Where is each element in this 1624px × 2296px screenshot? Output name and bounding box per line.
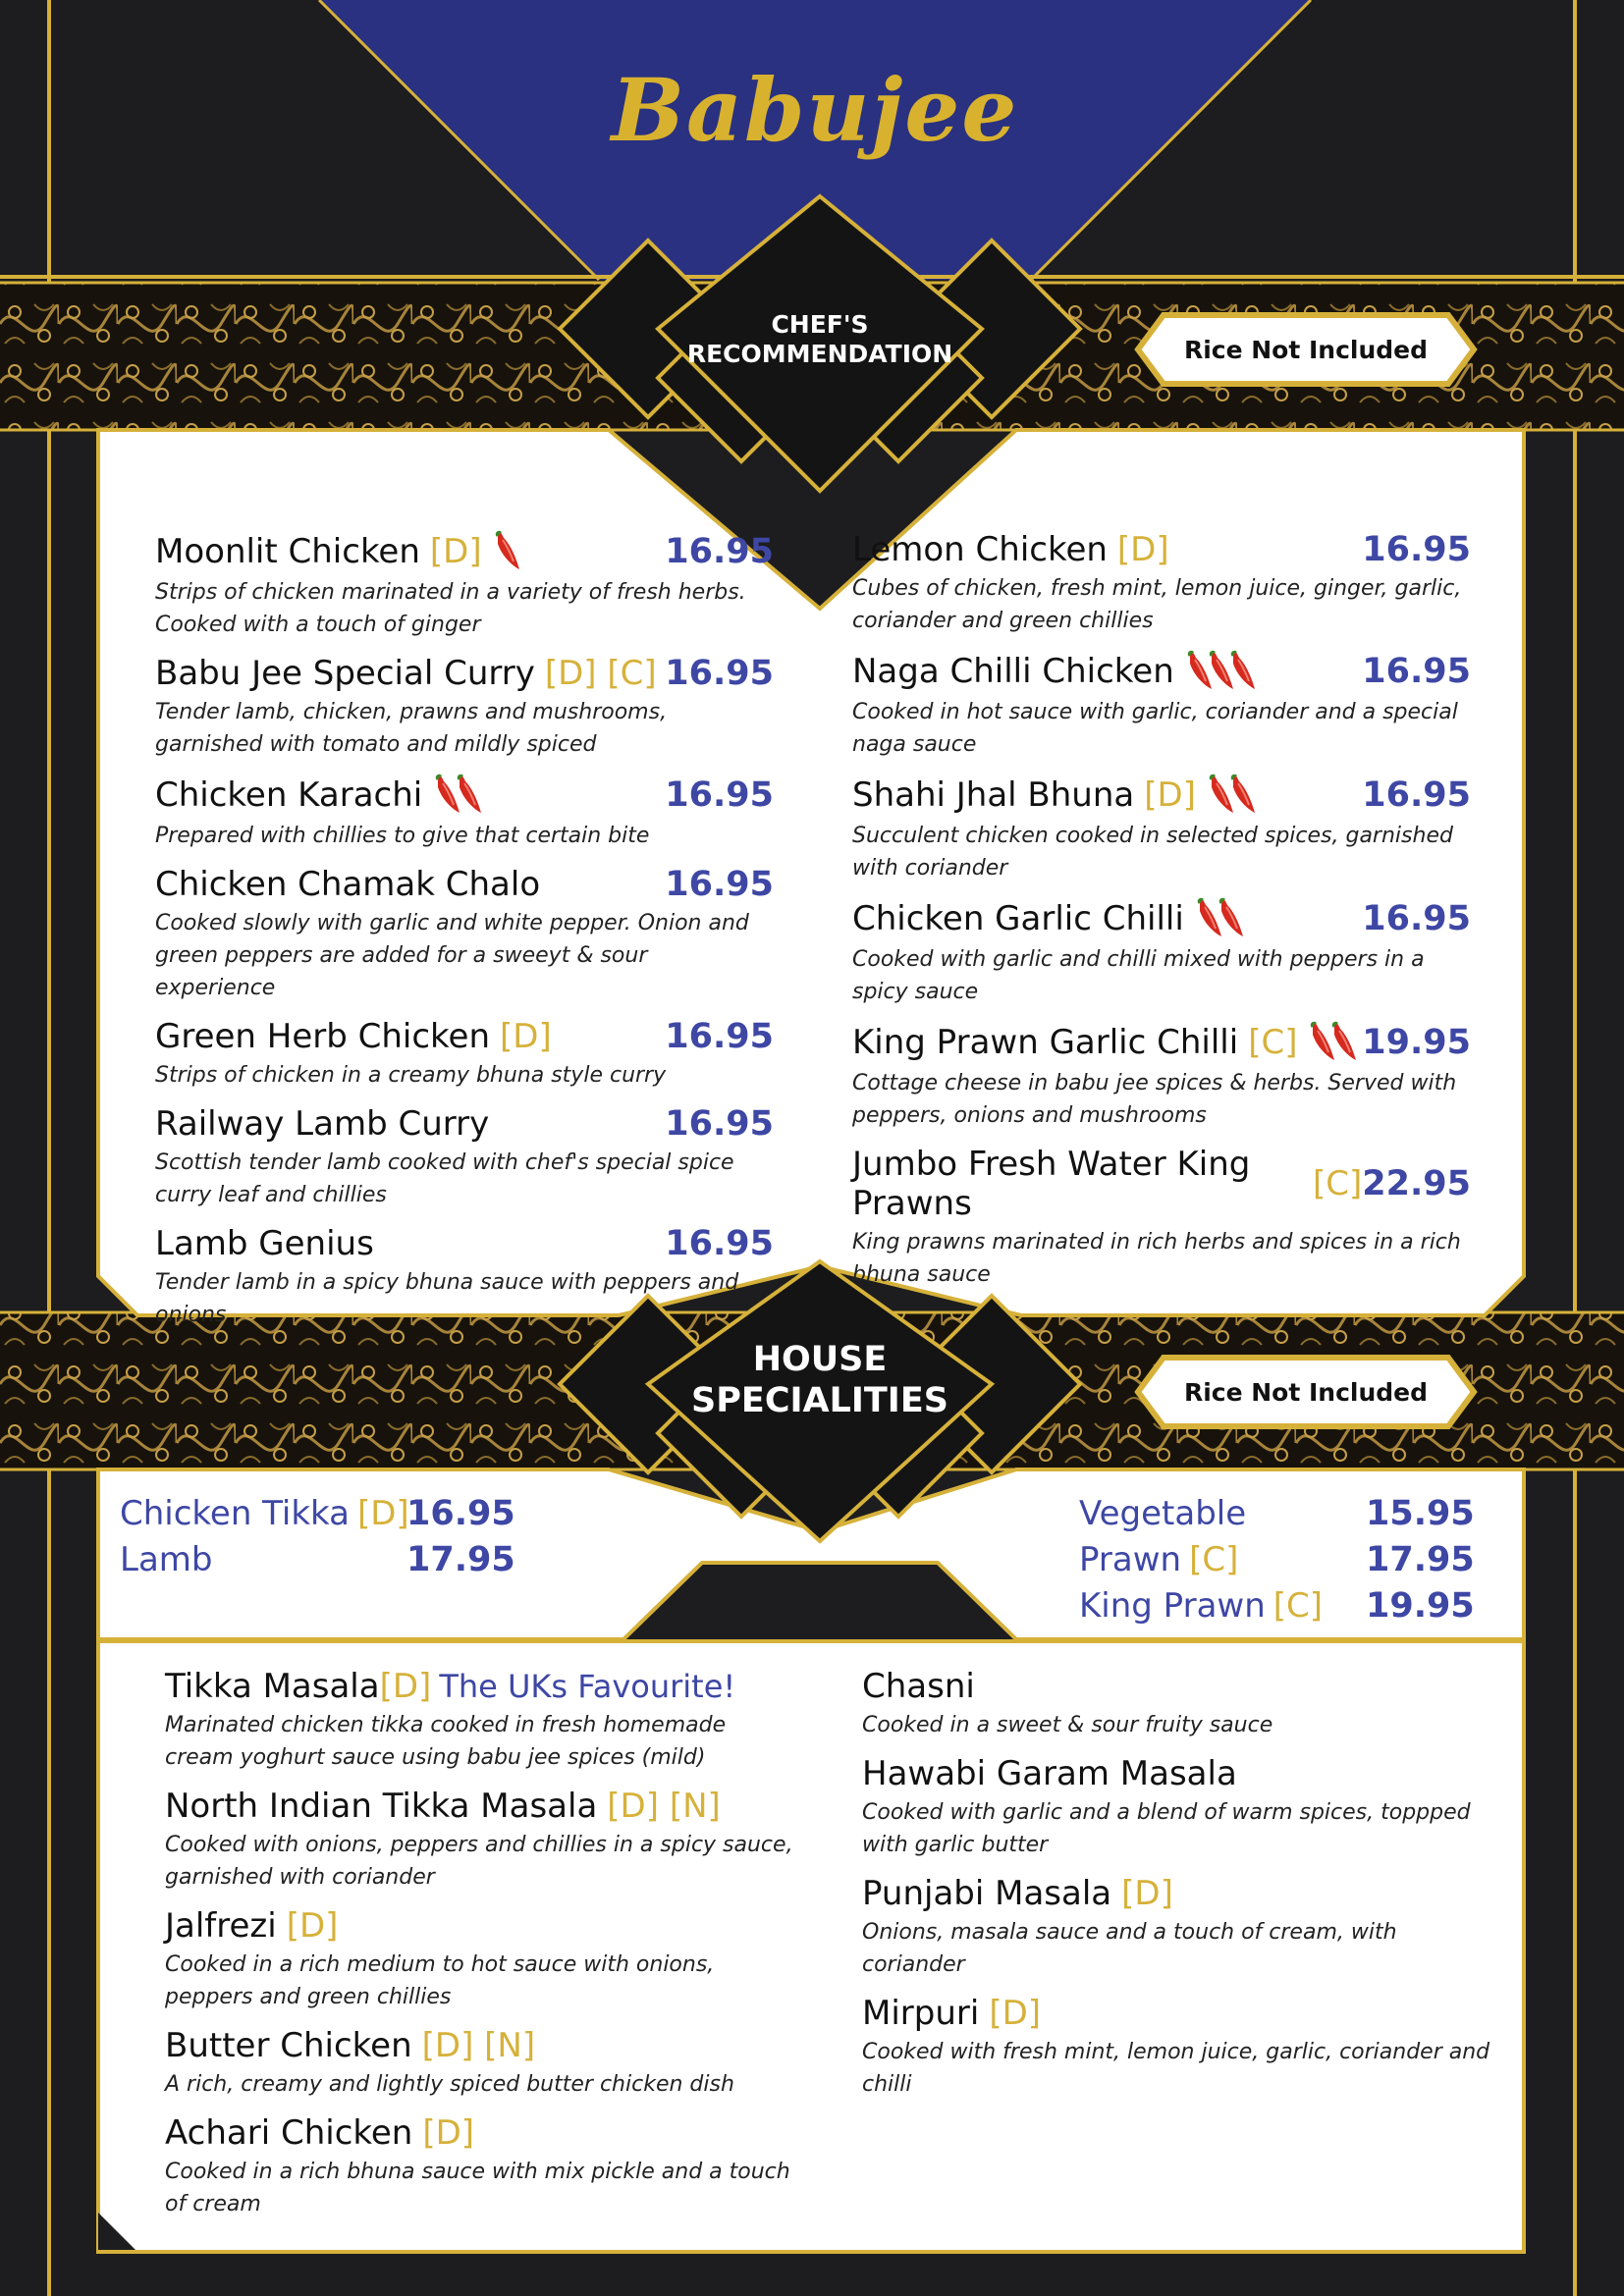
base-price-value: 16.95 <box>406 1493 515 1533</box>
base-price-row <box>120 1490 532 1536</box>
menu-item-description: Cooked in a rich bhuna sauce with mix pickle and a touch of cream <box>165 2160 790 2216</box>
menu-item-description: Onions, masala sauce and a touch of cream, with coriander <box>862 1920 1397 1977</box>
menu-item-name-wrap <box>155 1224 374 1263</box>
dietary-tags: [D] <box>356 1493 409 1533</box>
menu-item-name-wrap <box>155 530 517 573</box>
chef-left-column <box>155 530 774 1344</box>
menu-item-name: Naga Chilli Chicken <box>852 652 1174 691</box>
base-price-value: 17.95 <box>406 1539 515 1579</box>
base-price-label: King Prawn <box>1079 1585 1266 1626</box>
base-price-value: 17.95 <box>1366 1539 1475 1579</box>
menu-item-name: Babu Jee Special Curry <box>155 654 535 693</box>
dietary-tags: [D] <box>1116 530 1169 569</box>
menu-item <box>155 654 774 761</box>
menu-item-name: Punjabi Masala <box>862 1874 1112 1913</box>
menu-item-header <box>852 1021 1471 1064</box>
menu-item-name-wrap <box>155 774 479 817</box>
menu-item-name: Tikka Masala <box>165 1667 380 1706</box>
menu-item <box>155 530 774 641</box>
menu-item-price: 16.95 <box>665 865 774 904</box>
menu-item-header <box>852 650 1471 693</box>
menu-item-name: Achari Chicken <box>165 2113 413 2153</box>
menu-item-description: Cooked with garlic and a blend of warm spices, toppped with garlic butter <box>862 1800 1471 1857</box>
menu-item-header <box>155 1104 774 1144</box>
menu-item-name-wrap <box>862 1994 1041 2033</box>
menu-item-name: Moonlit Chicken <box>155 532 420 571</box>
section-title-chef: CHEF'S RECOMMENDATION <box>686 310 953 368</box>
dietary-tags: [D] <box>989 1994 1042 2033</box>
spice-level <box>1311 1021 1354 1064</box>
menu-item-description: Cooked with onions, peppers and chillies in a spicy sauce, garnished with coriander <box>165 1833 793 1890</box>
spice-level <box>436 774 479 817</box>
menu-item-name: Jalfrezi <box>165 1906 277 1946</box>
menu-item-description: Cottage cheese in babu jee spices & herbs. Served with peppers, onions and mushrooms <box>852 1071 1457 1128</box>
menu-item-name: Hawabi Garam Masala <box>862 1754 1237 1793</box>
menu-item-price: 16.95 <box>665 1224 774 1263</box>
menu-item-name-wrap <box>155 1017 552 1056</box>
menu-item-description: Cooked in a sweet & sour fruity sauce <box>862 1713 1273 1737</box>
menu-item <box>165 1667 793 1774</box>
base-price-row <box>120 1536 532 1582</box>
menu-item-name: Railway Lamb Curry <box>155 1104 490 1144</box>
menu-item-name-wrap <box>165 1906 338 1946</box>
chef-right-column <box>852 530 1471 1304</box>
base-price-row <box>1079 1490 1491 1536</box>
menu-item-header <box>155 530 774 573</box>
menu-item-header <box>155 1017 774 1056</box>
rice-not-included-badge: Rice Not Included <box>1134 1354 1478 1430</box>
spice-level <box>1198 897 1241 940</box>
menu-item-name-wrap <box>155 1104 489 1144</box>
menu-item <box>165 2113 793 2220</box>
menu-item <box>862 1667 1490 1741</box>
rice-not-included-badge: Rice Not Included <box>1134 311 1478 388</box>
menu-item-description: Cooked in a rich medium to hot sauce with onions, peppers and green chillies <box>165 1952 715 2009</box>
menu-item-price: 16.95 <box>665 775 774 815</box>
menu-item-name: Mirpuri <box>862 1994 980 2033</box>
menu-item-header <box>852 1145 1471 1223</box>
dietary-tags: [D] <box>422 2113 475 2153</box>
dietary-tags: [D] <box>429 532 482 571</box>
menu-item-description: Scottish tender lamb cooked with chef's special spice curry leaf and chillies <box>155 1150 734 1207</box>
menu-item-name: King Prawn Garlic Chilli <box>852 1023 1239 1062</box>
menu-item-header <box>165 1906 793 1946</box>
menu-item <box>155 1017 774 1092</box>
menu-item-tagline: The UKs Favourite! <box>439 1668 736 1705</box>
menu-item-description: Cooked with fresh mint, lemon juice, garlic, coriander and chilli <box>862 2040 1490 2097</box>
menu-item-description: Strips of chicken in a creamy bhuna style curry <box>155 1063 667 1088</box>
menu-item <box>852 650 1471 761</box>
brand-logo: Babujee <box>611 59 1019 161</box>
menu-item <box>165 1906 793 2013</box>
menu-item-name-wrap <box>852 774 1253 817</box>
menu-item <box>155 774 774 852</box>
menu-item-description: Tender lamb in a spicy bhuna sauce with peppers and onions <box>155 1270 739 1327</box>
menu-item-name: Shahi Jhal Bhuna <box>852 775 1135 815</box>
menu-item-description: Cooked with garlic and chilli mixed with peppers in a spicy sauce <box>852 947 1425 1004</box>
menu-item <box>852 1145 1471 1291</box>
menu-item <box>165 2026 793 2101</box>
dietary-tags: [D] [C] <box>544 654 657 693</box>
menu-item-name-wrap <box>165 2026 535 2065</box>
base-price-value: 19.95 <box>1366 1585 1475 1626</box>
menu-item <box>165 1787 793 1894</box>
section-title-house: HOUSE SPECIALITIES <box>691 1340 948 1420</box>
menu-item <box>862 1874 1490 1981</box>
menu-item-header <box>165 2113 793 2153</box>
chilli-icon <box>1231 650 1253 693</box>
menu-item-name-wrap <box>165 2113 474 2153</box>
menu-item-name: Lemon Chicken <box>852 530 1108 569</box>
menu-item-name: Green Herb Chicken <box>155 1017 490 1056</box>
dietary-tags: [D] [N] <box>607 1787 721 1826</box>
menu-item-header <box>862 1754 1490 1793</box>
menu-item <box>155 1224 774 1331</box>
menu-item-header <box>852 530 1471 569</box>
house-left-column <box>165 1667 793 2233</box>
base-price-value: 15.95 <box>1366 1493 1475 1533</box>
chilli-icon <box>458 774 479 817</box>
menu-item-name-wrap <box>165 1787 721 1826</box>
chilli-icon <box>1231 774 1253 817</box>
menu-item-name: Jumbo Fresh Water King Prawns <box>852 1145 1251 1223</box>
chilli-icon <box>1219 897 1241 940</box>
menu-item <box>862 1754 1490 1861</box>
menu-item-name: Chasni <box>862 1667 975 1706</box>
menu-item-price: 16.95 <box>665 1017 774 1056</box>
menu-item-header <box>862 1667 1490 1706</box>
menu-item-header <box>155 865 774 904</box>
base-price-label: Chicken Tikka <box>120 1493 350 1533</box>
base-price-label: Lamb <box>120 1539 213 1579</box>
menu-item-name-wrap <box>852 1021 1354 1064</box>
menu-item-header <box>862 1874 1490 1913</box>
spice-level <box>1210 774 1253 817</box>
dietary-tags: [D] [N] <box>421 2026 536 2065</box>
menu-item-name-wrap <box>852 530 1169 569</box>
menu-item-name-wrap <box>155 865 540 904</box>
menu-item-price: 16.95 <box>665 1104 774 1144</box>
dietary-tags: [D] <box>286 1906 339 1946</box>
menu-item-name: Lamb Genius <box>155 1224 374 1263</box>
dietary-tags: [C] <box>1272 1585 1324 1626</box>
menu-item-name-wrap <box>852 650 1253 693</box>
menu-item-name: Chicken Garlic Chilli <box>852 899 1184 938</box>
menu-item-header <box>165 2026 793 2065</box>
menu-item-name-wrap <box>155 654 657 693</box>
menu-item-price: 22.95 <box>1362 1164 1471 1203</box>
house-base-prices-right <box>1079 1490 1491 1629</box>
menu-item <box>862 1994 1490 2101</box>
dietary-tags: [C] <box>1313 1164 1363 1203</box>
menu-item-name-wrap <box>852 1145 1362 1223</box>
menu-item-description: Strips of chicken marinated in a variety of fresh herbs. Cooked with a touch of ginger <box>155 580 746 637</box>
menu-item-price: 19.95 <box>1362 1023 1471 1062</box>
base-price-label: Prawn <box>1079 1539 1182 1579</box>
house-right-column <box>862 1667 1490 2113</box>
menu-item-header <box>155 1224 774 1263</box>
house-base-prices-left <box>120 1490 532 1582</box>
menu-item <box>852 1021 1471 1132</box>
menu-item-description: Cubes of chicken, fresh mint, lemon juice, ginger, garlic, coriander and green chillies <box>852 576 1462 633</box>
base-price-row <box>1079 1536 1491 1582</box>
menu-item-name-wrap <box>852 897 1241 940</box>
menu-item-header <box>165 1667 793 1706</box>
dietary-tags: [D] <box>1121 1874 1173 1913</box>
menu-item-description: Succulent chicken cooked in selected spices, garnished with coriander <box>852 824 1453 881</box>
chilli-icon <box>496 530 517 573</box>
menu-item-name: Chicken Karachi <box>155 775 423 815</box>
menu-item-price: 16.95 <box>1362 899 1471 938</box>
menu-item-description: Prepared with chillies to give that certain bite <box>155 824 650 848</box>
menu-item-name-wrap <box>165 1667 735 1706</box>
menu-item-price: 16.95 <box>665 654 774 693</box>
menu-item-name-wrap <box>862 1874 1173 1913</box>
base-price-label: Vegetable <box>1079 1493 1247 1533</box>
menu-item-name-wrap <box>862 1667 975 1706</box>
menu-item-description: Marinated chicken tikka cooked in fresh homemade cream yoghurt sauce using babu jee spices (mild) <box>165 1713 727 1770</box>
menu-item <box>155 865 774 1004</box>
menu-item-description: A rich, creamy and lightly spiced butter chicken dish <box>165 2072 734 2097</box>
menu-item-name: Chicken Chamak Chalo <box>155 865 541 904</box>
menu-item-header <box>155 654 774 693</box>
menu-item <box>852 774 1471 884</box>
menu-item-price: 16.95 <box>1362 652 1471 691</box>
dietary-tags: [D] <box>379 1667 432 1706</box>
menu-item-price: 16.95 <box>665 532 774 571</box>
dietary-tags: [C] <box>1248 1023 1298 1062</box>
menu-item-description: Cooked in hot sauce with garlic, coriander and a special naga sauce <box>852 700 1458 757</box>
menu-item <box>852 530 1471 637</box>
menu-item-name: Butter Chicken <box>165 2026 412 2065</box>
menu-item-header <box>852 774 1471 817</box>
menu-item <box>155 1104 774 1211</box>
menu-item-description: Cooked slowly with garlic and white pepper. Onion and green peppers are added for a sweeyt & sour experience <box>155 911 749 1000</box>
menu-item-name-wrap <box>862 1754 1237 1793</box>
spice-level <box>1188 650 1253 693</box>
base-price-row <box>1079 1582 1491 1629</box>
menu-item-header <box>155 774 774 817</box>
menu-item <box>852 897 1471 1008</box>
dietary-tags: [C] <box>1189 1539 1239 1579</box>
menu-item-header <box>862 1994 1490 2033</box>
spice-level <box>496 530 517 573</box>
menu-item-header <box>852 897 1471 940</box>
menu-item-price: 16.95 <box>1362 530 1471 569</box>
dietary-tags: [D] <box>500 1017 552 1056</box>
chilli-icon <box>1332 1021 1354 1064</box>
menu-item-description: Tender lamb, chicken, prawns and mushrooms, garnished with tomato and mildly spiced <box>155 700 668 757</box>
menu-item-name: North Indian Tikka Masala <box>165 1787 598 1826</box>
menu-item-price: 16.95 <box>1362 775 1471 815</box>
menu-item-description: King prawns marinated in rich herbs and spices in a rich bhuna sauce <box>852 1230 1461 1287</box>
dietary-tags: [D] <box>1144 775 1196 815</box>
menu-item-header <box>165 1787 793 1826</box>
